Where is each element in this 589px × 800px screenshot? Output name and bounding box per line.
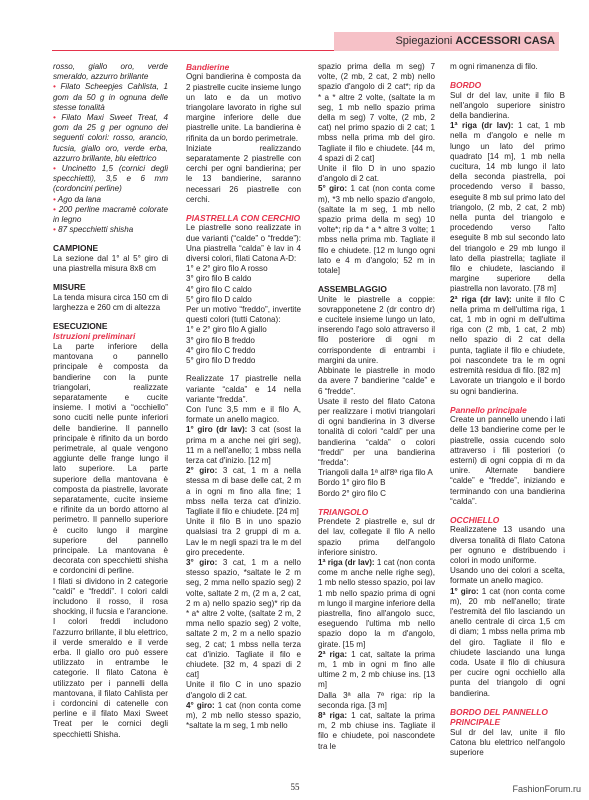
column-1 [53,62,168,777]
paragraph: Le piastrelle sono realizzate in due varianti (“calde” o “fredde”): Una piastrella “calda” è lav in 4 diversi colori, filati Catona A-D: [186,223,301,264]
bullet-icon: • [53,82,61,92]
paragraph: Con l'unc 3,5 mm e il filo A, formate un anello magico. [186,404,301,425]
paragraph: Unite il filo D in uno spazio d'angolo di 2 cat. [318,164,435,184]
border-row-2: 2ª riga (dr lav): unite il filo C nella prima m dell'ultima riga, 1 cat, 1 mb in ogni m dell'ultima riga con (2 mb, 1 cat, 2 mb) nello spazio di 2 cat della punta, tagliate il filo e chiudete, poi nascondete tra le m ogni estremità residua di filo. [82 m] [450,294,565,376]
misure-text: La tenda misura circa 150 cm di larghezza e 260 cm di altezza [53,292,168,312]
color-line: 3° giro filo B caldo [186,274,252,284]
paragraph: Usando uno dei colori a scelta, formate un anello magico. [450,566,565,586]
triangle-color-line: Bordo 1° giro filo B [318,478,386,488]
heading-bandierine: Bandierine [186,62,230,72]
heading-pannello: Pannello principale [450,404,527,415]
page-number: 55 [290,782,300,792]
triangle-color-line: Triangoli dalla 1ª all'8ª riga filo A [318,468,433,478]
bullet-icon: • [53,225,59,235]
material-item: • Filato Maxi Sweet Treat, 4 gom da 25 g per ognuno dei seguenti colori: rosso, arancio, fucsia, giallo oro, verde erba, azzurro brillante, blu elettrico [53,113,168,163]
paragraph: Unite il filo C in uno spazio d'angolo di 2 cat. [186,680,301,700]
bullet-icon: • [53,113,62,123]
heading-assemblaggio: ASSEMBLAGGIO [318,284,387,295]
heading-campione: CAMPIONE [53,243,99,254]
paragraph: Unite il filo B in uno spazio qualsiasi tra 2 gruppi di m a. Lav le m negli spazi tra le m del giro precedente. [186,517,301,557]
column-2 [186,62,301,777]
round-4: 4° giro: 1 cat (non conta come m), 2 mb nello stesso spazio, *saltate la m seg, 1 mb nello [186,700,301,731]
heading-istruzioni: Istruzioni preliminari [53,331,136,342]
paragraph: m ogni rimanenza di filo. [450,62,538,71]
paragraph: Per un motivo “freddo”, invertite questi colori (tutti Catona): [186,305,301,325]
material-item: • 87 specchietti shisha [53,225,134,235]
heading-bordo: BORDO [450,80,482,91]
header-section: Spiegazioni [395,35,453,47]
bullet-icon: • [53,164,62,174]
color-line: 1° e 2° giro filo A rosso [186,264,268,274]
material-item: • Filato Scheepjes Cahlista, 1 gom da 50 g in ognuna delle stesse tonalità [53,82,168,112]
paragraph: Ogni bandierina è composta da 2 piastrelle cucite insieme lungo un lato e da un motivo triangolare lavorato in righe sul margine inferiore delle due piastrelle unite. La bandierina è rifinita da un bordo perimetrale. [186,72,301,143]
heading-triangolo: TRIANGOLO [318,506,369,517]
paragraph: Create un pannello unendo i lati delle 13 bandierine come per le piastrelle, ossia cucendo solo attraverso i fili posteriori (o esterni) di ogni coppia di m da unire. Alternate bandiere “calde” e “fredde”, iniziando e terminando con una bandierina “calda”. [450,415,565,506]
row-8: 8ª riga: 1 cat, saltate la prima m, 2 mb chiuse ins. Tagliate il filo e chiudete, poi nascondete tra le [318,711,435,751]
heading-misure: MISURE [53,282,86,293]
color-line: 1° e 2° giro filo A giallo [186,325,267,335]
bullet-icon: • [53,194,58,204]
column-4 [450,62,565,777]
round-1: 1° giro (dr lav): 3 cat (sost la prima m a anche nei giri seg), 11 m a nell'anello; 1 mbss nella terza cat d'inizio. [12 m] [186,425,301,465]
material-item: • 200 perline macramè colorate in legno [53,204,168,225]
paragraph: Realizzatene 13 usando una diversa tonalità di filato Catona per ognuno e distribuendo i colori in modo uniforme. [450,525,565,565]
paragraph: Sul dr del lav, unite il filo Catona blu elettrico nell'angolo superiore [450,727,565,758]
color-line: 5° giro filo D freddo [186,356,256,366]
column-3 [318,62,435,777]
heading-occhiello: OCCHIELLO [450,514,500,525]
round-2: 2° giro: 3 cat, 1 m a nella stessa m di base delle cat, 2 m a in ogni m fino alla fine; 1 mbss nella terza cat d'inizio. Tagliate il filo e chiudete. [24 m] [186,466,301,516]
heading-esecuzione: ESECUZIONE [53,321,108,332]
paragraph: Usate il resto del filato Catona per realizzare i motivi triangolari di ogni bandierina in 3 diverse tonalità di colori “caldi” per una bandierina “calda” o colori “freddi” per una bandierina “fredda”: [318,396,435,467]
material-item: • Uncinetto 1,5 (cornici degli specchietti), 3,5 e 6 mm (cordoncini perline) [53,164,168,194]
watermark: FashionForum.ru [512,784,581,794]
bullet-icon: • [53,204,59,214]
round-5: 5° giro: 1 cat (non conta come m), *3 mb nello spazio d'angolo, (saltate la m seg, 1 mb nello spazio prima della m seg) 10 volte*; rip da * a * altre 3 volte; 1 mbss nella prima mb. Tagliate il filo e chiudete. [12 m lungo ogni lato e 4 m d'angolo; 52 m in totale] [318,184,435,276]
material-item: • Ago da lana [53,194,102,204]
border-row-1: 1ª riga (dr lav): 1 cat, 1 mb nella m d'angolo e nelle m lungo un lato del primo quadrato [14 m], 1 mb nella cucitura, 14 mb lungo il lato della seconda piastrella, poi procedendo verso il basso, eseguite 8 mb sul primo lato del triangolo, (2 mb, 2 cat, 2 mb) nella punta del triangolo e procedendo verso l'alto eseguite 8 mb sul secondo lato del triangolo e 29 mb lungo il lato della piastrella; tagliate il filo e chiudete, lasciando il margine superiore della piastrella non lavorato. [78 m] [450,121,565,294]
campione-text: La sezione dal 1° al 5° giro di una piastrella misura 8x8 cm [53,253,168,274]
paragraph: spazio prima della m seg) 7 volte, (2 mb, 2 cat, 2 mb) nello spazio d'angolo di 2 cat*; rip da * a * altre 2 volte, (saltate la m seg, 1 mb nello spazio prima della m seg) 7 volte, (2 mb, 2 cat) nel primo spazio di 2 cat; 1 mbss nella prima mb del giro. Tagliate il filo e chiudete. [44 m, 4 spazi di 2 cat] [318,62,435,163]
page-header [0,32,589,51]
round-3: 3° giro: 3 cat, 1 m a nello stesso spazio, *saltate le 2 m seg, 2 mma nello spazio seg) 2 volte, saltate 2 m, (2 m a, 2 cat, 2 m a) nello spazio seg)* rip da * a* altre 2 volte, (saltate 2 m, 2 mma nello spazio seg) 2 volte, saltate 2 m, 2 m a nello spazio seg, 2 cat; 1 mbss nella terza cat d'inizio. Tagliate il filo e chiudete. [32 m, 4 spazi di 2 cat] [186,557,301,680]
color-line: 4° giro filo C caldo [186,284,252,294]
paragraph: La parte inferiore della mantovana o pannello principale è composta da bandierine con la punte triangolari, realizzate separatamente e cucite insieme. I motivi a “occhiello” sono cuciti nelle punte inferiori delle bandierine. Il pannello principale è rifinito da un bordo perimetrale, al quale vengono aggiunte delle frange lungo il lato superiore. La parte superiore della mantovana è composta da piastrelle, lavorate separatamente, cucite insieme e rifinite da un bordo attorno al perimetro. Il pannello superiore è cucito lungo il margine superiore del pannello principale. La mantovana è decorata con specchietti shisha e cordoncini di perline. [53,341,168,576]
paragraph: Unite le piastrelle a coppie: sovrapponetene 2 (dr contro dr) e cucitele insieme lungo un lato, inserendo l'ago solo attraverso il filo posteriore di ogni m corrispondente di entrambi i margini da unire. [318,294,435,365]
heading-piastrella: PIASTRELLA CON CERCHIO [186,213,301,224]
paragraph: Sul dr del lav, unite il filo B nell'angolo superiore sinistro della bandierina. [450,90,565,121]
eyelet-round-1: 1° giro: 1 cat (non conta come m), 20 mb nell'anello; tirate l'estremità del filo lasciando un anello centrale di circa 1,5 cm di diam; 1 mbss nella prima mb del giro. Tagliate il filo e chiudete lasciando una lunga coda. Usate il filo di chiusura per cucire ogni occhiello alla punta del triangolo di ogni bandierina. [450,586,565,698]
color-line: 5° giro filo D caldo [186,294,252,304]
color-line: 4° giro filo C freddo [186,345,256,355]
paragraph: Iniziate realizzando separatamente 2 piastrelle con cerchi per ogni bandierina; per le 13 bandierine, saranno necessari 26 piastrelle con cerchi. [186,143,301,204]
paragraph: Prendete 2 piastrelle e, sul dr del lav, collegate il filo A nello spazio prima dell'angolo inferiore sinistro. [318,517,435,557]
header-title [395,34,555,49]
header-category: ACCESSORI CASA [455,35,555,47]
row-1: 1ª riga (dr lav): 1 cat (non conta come m anche nelle righe seg), 1 mb nello stesso spazio, poi lav 1 mb nello spazio prima di ogni m lungo il margine inferiore della piastrella, fino all'angolo succ, eseguendo l'ultima mb nello spazio dopo la m d'angolo, girate. [15 m] [318,557,435,649]
rows-3-7: Dalla 3ª alla 7ª riga: rip la seconda riga. [3 m] [318,690,435,710]
paragraph: Abbinate le piastrelle in modo da avere 7 bandierine “calde” e 6 “fredde”. [318,366,435,396]
row-2: 2ª riga: 1 cat, saltate la prima m, 1 mb in ogni m fino alle ultime 2 m, 2 mb chiuse ins. [13 m] [318,649,435,690]
heading-bordo-pannello: BORDO DEL PANNELLO PRINCIPALE [450,706,548,728]
paragraph: I filati si dividono in 2 categorie “caldi” e “freddi”. I colori caldi includono il rosso, il rosa shocking, il fucsia e l'arancione. I colori freddi includono l'azzurro brillante, il blu elettrico, il verde smeraldo e il verde erba. Il giallo oro può essere utilizzato in entrambe le categorie. Il filato Catona è utilizzato per i pannelli della mantovana, il filato Cahlista per i cordoncini di catenelle con perline e il filato Maxi Sweet Treat per le cornici degli specchietti Shisha. [53,576,168,739]
paragraph: Lavorate un triangolo e il bordo su ogni bandierina. [450,376,565,396]
color-line: 3° giro filo B freddo [186,335,255,345]
materials-continued: rosso, giallo oro, verde smeraldo, azzurro brillante [53,62,168,82]
paragraph: Realizzate 17 piastrelle nella variante “calda” e 14 nella variante “fredda”. [186,374,301,404]
triangle-color-line: Bordo 2° giro filo C [318,488,387,498]
